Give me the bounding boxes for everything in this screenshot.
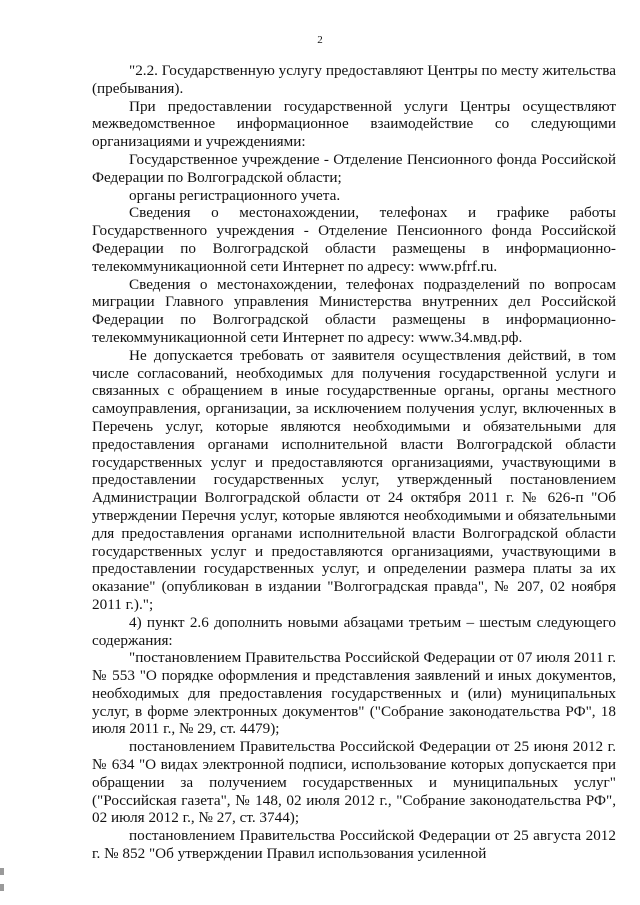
paragraph-migration-contacts: Сведения о местонахождении, телефонах подразделений по вопросам миграции Главного управления Министерства внутренних дел Российской Федерации по Волгоградской области размещены в информационно-телекоммуникационной сети Интернет по адресу: www.34.мвд.рф. xyxy=(92,275,616,346)
document-body xyxy=(92,62,616,863)
scan-edge-mark xyxy=(0,884,4,891)
paragraph-resolution-852: постановлением Правительства Российской Федерации от 25 августа 2012 г. № 852 "Об утверждении Правил использования усиленной xyxy=(92,827,616,863)
paragraph-registration-bodies: органы регистрационного учета. xyxy=(129,186,341,204)
paragraph-resolution-634: постановлением Правительства Российской Федерации от 25 июня 2012 г. № 634 "О видах электронной подписи, использование которых допускается при обращении за получением государственных и муниципальных услуг" ("Российская газета", № 148, 02 июля 2012 г., "Собрание законодательства РФ", 02 июля 2012 г., № 27, ст. 3744); xyxy=(92,738,616,827)
scan-edge-mark xyxy=(0,868,4,875)
paragraph-pension-fund-contacts: Сведения о местонахождении, телефонах и графике работы Государственного учреждения - Отделение Пенсионного фонда Российской Федерации по Волгоградской области размещены в информационно-телекоммуникационной сети Интернет по адресу: www.pfrf.ru. xyxy=(92,204,616,275)
paragraph-2-2-centers: "2.2. Государственную услугу предоставляют Центры по месту жительства (пребывания). xyxy=(92,62,616,97)
paragraph-resolution-553: "постановлением Правительства Российской Федерации от 07 июля 2011 г. № 553 "О порядке оформления и представления заявлений и иных документов, необходимых для предоставления государственных и (или) муниципальных услуг, в форме электронных документов" ("Собрание законодательства РФ", 18 июля 2011 г., № 29, ст. 4479); xyxy=(92,649,616,738)
page-number: 2 xyxy=(317,34,323,46)
paragraph-item-4: 4) пункт 2.6 дополнить новыми абзацами третьим – шестым следующего содержания: xyxy=(92,613,616,649)
paragraph-interagency-interaction: При предоставлении государственной услуги Центры осуществляют межведомственное информационное взаимодействие со следующими организациями и учреждениями: xyxy=(92,97,616,151)
paragraph-prohibited-requirements: Не допускается требовать от заявителя осуществления действий, в том числе согласований, необходимых для получения государственной услуги и связанных с обращением в иные государственные органы, органы местного самоуправления, организации, за исключением получения услуг, включенных в Перечень услуг, которые являются необходимыми и обязательными для предоставления органами исполнительной власти Волгоградской области государственных услуг и предоставляются организациями, участвующими в предоставлении государственных услуг, утвержденный постановлением Администрации Волгоградской области от 24 октября 2011 г. № 626-п "Об утверждении Перечня услуг, которые являются необходимыми и обязательными для предоставления органами исполнительной власти Волгоградской области государственных услуг и предоставляются организациями, участвующими в предоставлении государственных услуг, и определении размера платы за их оказание" (опубликован в издании "Волгоградская правда", № 207, 02 ноября 2011 г.)."; xyxy=(92,346,616,613)
paragraph-pension-fund: Государственное учреждение - Отделение Пенсионного фонда Российской Федерации по Волгоградской области; xyxy=(92,150,616,186)
